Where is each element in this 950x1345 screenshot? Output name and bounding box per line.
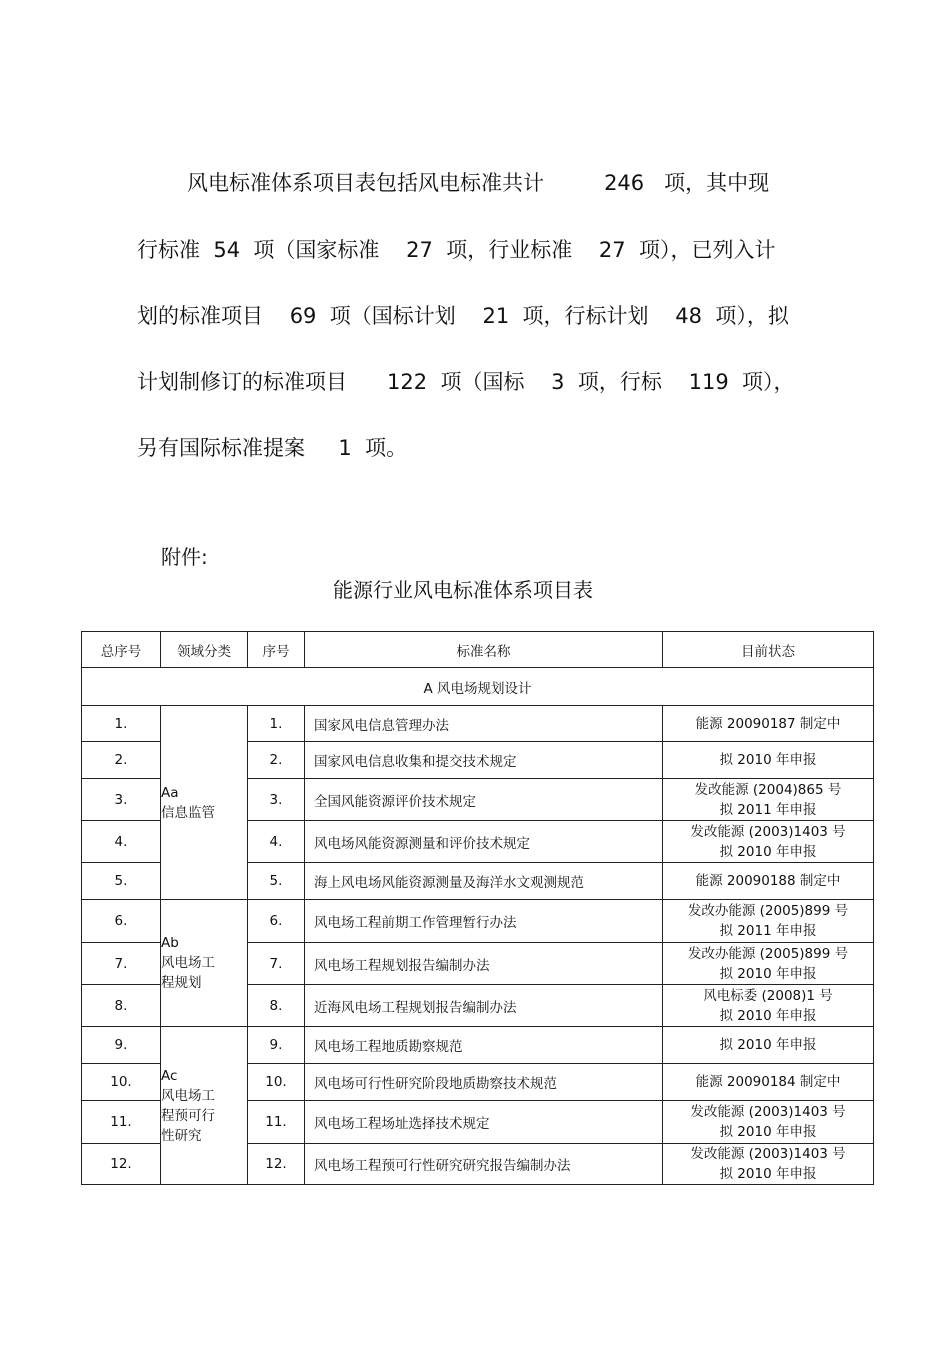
domain-cell-ab: [161, 900, 248, 1027]
row-standard-name: 国家风电信息收集和提交技术规定: [305, 742, 663, 779]
status-line: 发改办能源 (2005)899 号: [687, 945, 849, 962]
intro-line-3: 划的标准项目 69 项（国标计划 21 项，行标计划 48 项），拟: [137, 304, 789, 328]
row-seq: 11.: [248, 1101, 305, 1144]
row-total-no: 9.: [82, 1027, 161, 1064]
annex-label: 附件:: [161, 545, 208, 569]
row-status: [663, 943, 874, 985]
row-standard-name: 国家风电信息管理办法: [305, 706, 663, 742]
row-seq: 2.: [248, 742, 305, 779]
row-total-no: 11.: [82, 1101, 161, 1144]
row-status: [663, 779, 874, 821]
row-total-no: 7.: [82, 943, 161, 985]
row-total-no: 6.: [82, 900, 161, 943]
status-line: 拟 2010 年申报: [719, 752, 817, 768]
row-total-no: 8.: [82, 985, 161, 1027]
header-name: 标准名称: [305, 632, 663, 668]
row-status: [663, 1144, 874, 1185]
row-total-no: 5.: [82, 863, 161, 900]
row-seq: 10.: [248, 1064, 305, 1101]
domain-name: 风电场工: [161, 1087, 215, 1104]
status-line: 能源 20090184 制定中: [695, 1074, 841, 1090]
intro-line-5: 另有国际标准提案 1 项。: [137, 436, 408, 460]
section-row: [82, 668, 874, 706]
domain-name: 程预可行: [161, 1107, 215, 1124]
row-standard-name: 全国风能资源评价技术规定: [305, 779, 663, 821]
domain-name: 程规划: [161, 975, 202, 991]
status-line: 拟 2010 年申报: [719, 843, 817, 860]
row-status: [663, 706, 874, 742]
header-domain: 领域分类: [161, 632, 248, 668]
domain-code: Aa: [161, 784, 179, 801]
row-seq: 4.: [248, 821, 305, 863]
row-seq: 6.: [248, 900, 305, 943]
status-line: 拟 2010 年申报: [719, 1007, 817, 1024]
row-total-no: 4.: [82, 821, 161, 863]
domain-name: 性研究: [161, 1127, 202, 1144]
status-line: 发改能源 (2003)1403 号: [690, 1104, 846, 1120]
row-standard-name: 风电场工程前期工作管理暂行办法: [305, 900, 663, 943]
status-line: 拟 2010 年申报: [719, 1037, 817, 1053]
status-line: 发改能源 (2003)1403 号: [690, 823, 846, 840]
row-status: [663, 742, 874, 779]
row-seq: 7.: [248, 943, 305, 985]
intro-line-2: 行标准 54 项（国家标准 27 项，行业标准 27 项），已列入计: [137, 238, 776, 262]
row-standard-name: 风电场工程预可行性研究研究报告编制办法: [305, 1144, 663, 1185]
table-row: [82, 900, 874, 943]
status-line: 发改能源 (2004)865 号: [694, 781, 842, 798]
status-line: 发改能源 (2003)1403 号: [690, 1146, 846, 1162]
status-line: 拟 2010 年申报: [719, 965, 817, 982]
section-a-title: A 风电场规划设计: [82, 668, 874, 706]
row-total-no: 12.: [82, 1144, 161, 1185]
row-total-no: 2.: [82, 742, 161, 779]
row-status: [663, 1064, 874, 1101]
row-standard-name: 风电场可行性研究阶段地质勘察技术规范: [305, 1064, 663, 1101]
row-standard-name: 海上风电场风能资源测量及海洋水文观测规范: [305, 863, 663, 900]
header-total-no: 总序号: [82, 632, 161, 668]
status-line: 拟 2011 年申报: [719, 801, 817, 818]
row-standard-name: 风电场工程规划报告编制办法: [305, 943, 663, 985]
status-line: 拟 2011 年申报: [719, 923, 817, 939]
row-standard-name: 风电场工程场址选择技术规定: [305, 1101, 663, 1144]
status-line: 拟 2010 年申报: [719, 1166, 817, 1182]
row-seq: 1.: [248, 706, 305, 742]
status-line: 能源 20090187 制定中: [695, 715, 841, 732]
row-status: [663, 821, 874, 863]
row-status: [663, 1027, 874, 1064]
status-line: 能源 20090188 制定中: [695, 873, 841, 889]
row-standard-name: 风电场工程地质勘察规范: [305, 1027, 663, 1064]
domain-code: Ab: [161, 935, 179, 951]
intro-line-4: 计划制修订的标准项目 122 项（国标 3 项，行标 119 项），: [137, 370, 795, 394]
domain-name: 风电场工: [161, 955, 215, 971]
header-status: 目前状态: [663, 632, 874, 668]
standards-table: [81, 631, 874, 1185]
status-line: 发改办能源 (2005)899 号: [687, 903, 849, 919]
row-standard-name: 风电场风能资源测量和评价技术规定: [305, 821, 663, 863]
row-seq: 12.: [248, 1144, 305, 1185]
row-seq: 3.: [248, 779, 305, 821]
row-seq: 9.: [248, 1027, 305, 1064]
domain-code: Ac: [161, 1067, 178, 1084]
row-standard-name: 近海风电场工程规划报告编制办法: [305, 985, 663, 1027]
row-total-no: 10.: [82, 1064, 161, 1101]
row-status: [663, 985, 874, 1027]
row-seq: 5.: [248, 863, 305, 900]
row-seq: 8.: [248, 985, 305, 1027]
row-status: [663, 863, 874, 900]
header-seq: 序号: [248, 632, 305, 668]
intro-line-1: 风电标准体系项目表包括风电标准共计 246 项，其中现: [187, 171, 770, 195]
table-title: 能源行业风电标准体系项目表: [333, 578, 593, 602]
row-status: [663, 900, 874, 943]
row-status: [663, 1101, 874, 1144]
row-total-no: 3.: [82, 779, 161, 821]
table-header-row: [82, 632, 874, 668]
domain-name: 信息监管: [161, 804, 215, 821]
domain-cell-aa: [161, 706, 248, 900]
row-total-no: 1.: [82, 706, 161, 742]
domain-cell-ac: [161, 1027, 248, 1185]
table-row: [82, 1027, 874, 1064]
status-line: 拟 2010 年申报: [719, 1124, 817, 1140]
table-row: [82, 706, 874, 742]
status-line: 风电标委 (2008)1 号: [703, 987, 833, 1004]
